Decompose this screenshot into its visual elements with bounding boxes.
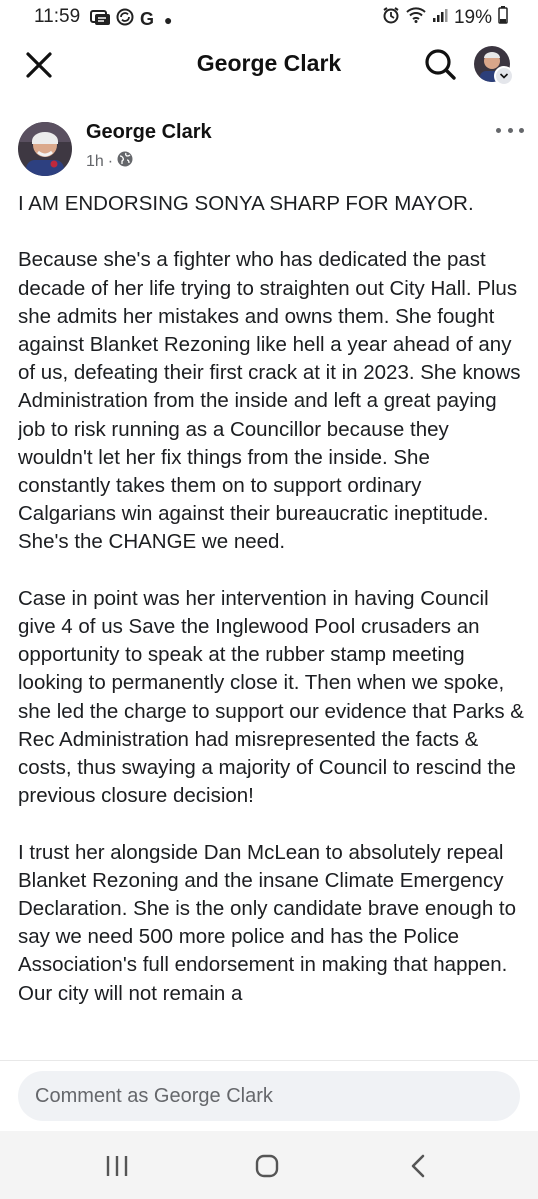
status-left-icons	[90, 8, 172, 31]
post-paragraph: I trust her alongside Dan McLean to absolutely repeal Blanket Rezoning and the insane Climate Emergency Declaration. She is the only candidate brave enough to say we need 500 more police and has the Police Association's full endorsement in making that happen. Our city will not remain a	[18, 840, 517, 1005]
more-options-button[interactable]	[496, 118, 524, 142]
more-dot	[496, 128, 501, 133]
status-bar	[0, 0, 538, 36]
status-right	[382, 6, 508, 30]
home-icon	[252, 1153, 282, 1179]
system-nav-bar	[0, 1131, 538, 1199]
post-paragraph: Because she's a fighter who has dedicated the past decade of her life trying to straighten out City Hall. Plus she admits her mistakes and owns them. She fought against Blanket Rezoning like hell a year ahead of any of us, defeating their first crack at it in 2023. She knows Administration from the inside and left a great paying job to risk running as a Councillor because they wouldn't let her fix things from the inside. She constantly takes them on to support ordinary Calgarians win against their bureaucratic ineptitude. She's the CHANGE we need.	[18, 248, 521, 554]
more-dot	[508, 128, 513, 133]
post-paragraph: I AM ENDORSING SONYA SHARP FOR MAYOR.	[18, 192, 474, 215]
wifi-icon	[406, 7, 426, 29]
comment-bar	[0, 1060, 538, 1131]
battery-icon	[498, 6, 508, 30]
sync-icon	[116, 8, 134, 31]
home-button[interactable]	[252, 1153, 282, 1179]
alarm-icon	[382, 6, 400, 30]
back-button[interactable]	[404, 1153, 434, 1179]
page-title: George Clark	[196, 50, 342, 76]
dot-icon: ●	[164, 11, 173, 28]
back-icon	[404, 1153, 434, 1179]
post-paragraph: Case in point was her intervention in having Council give 4 of us Save the Inglewood Pool crusaders an opportunity to speak at the rubber stamp meeting looking to permanently close it. Then when we spoke, she led the charge to support our evidence that Parks & Rec Administration had misrepresented the facts & costs, thus swaying a majority of Council to rescind the previous closure decision!	[18, 586, 524, 808]
signal-icon	[432, 7, 448, 29]
avatar	[18, 122, 72, 176]
google-icon: G	[140, 9, 155, 29]
comment-input[interactable]: Comment as George Clark	[18, 1071, 520, 1121]
search-button[interactable]	[422, 46, 458, 82]
battery-percent: 19%	[453, 7, 492, 28]
message-icon	[90, 9, 110, 30]
post-time[interactable]: 1h	[86, 152, 104, 170]
recents-icon	[102, 1153, 132, 1179]
globe-icon	[117, 151, 133, 172]
meta-separator: ·	[107, 152, 114, 170]
status-time: 11:59	[34, 6, 81, 27]
post-author-avatar[interactable]	[18, 122, 72, 176]
post-author-name[interactable]: George Clark	[86, 121, 212, 143]
profile-avatar-button[interactable]	[474, 46, 510, 82]
post-meta	[86, 151, 133, 172]
recents-button[interactable]	[102, 1153, 132, 1179]
more-dot	[519, 128, 524, 133]
chevron-down-icon	[494, 66, 514, 86]
search-icon	[422, 46, 458, 82]
post-text	[18, 190, 524, 1060]
app-header	[0, 36, 538, 92]
